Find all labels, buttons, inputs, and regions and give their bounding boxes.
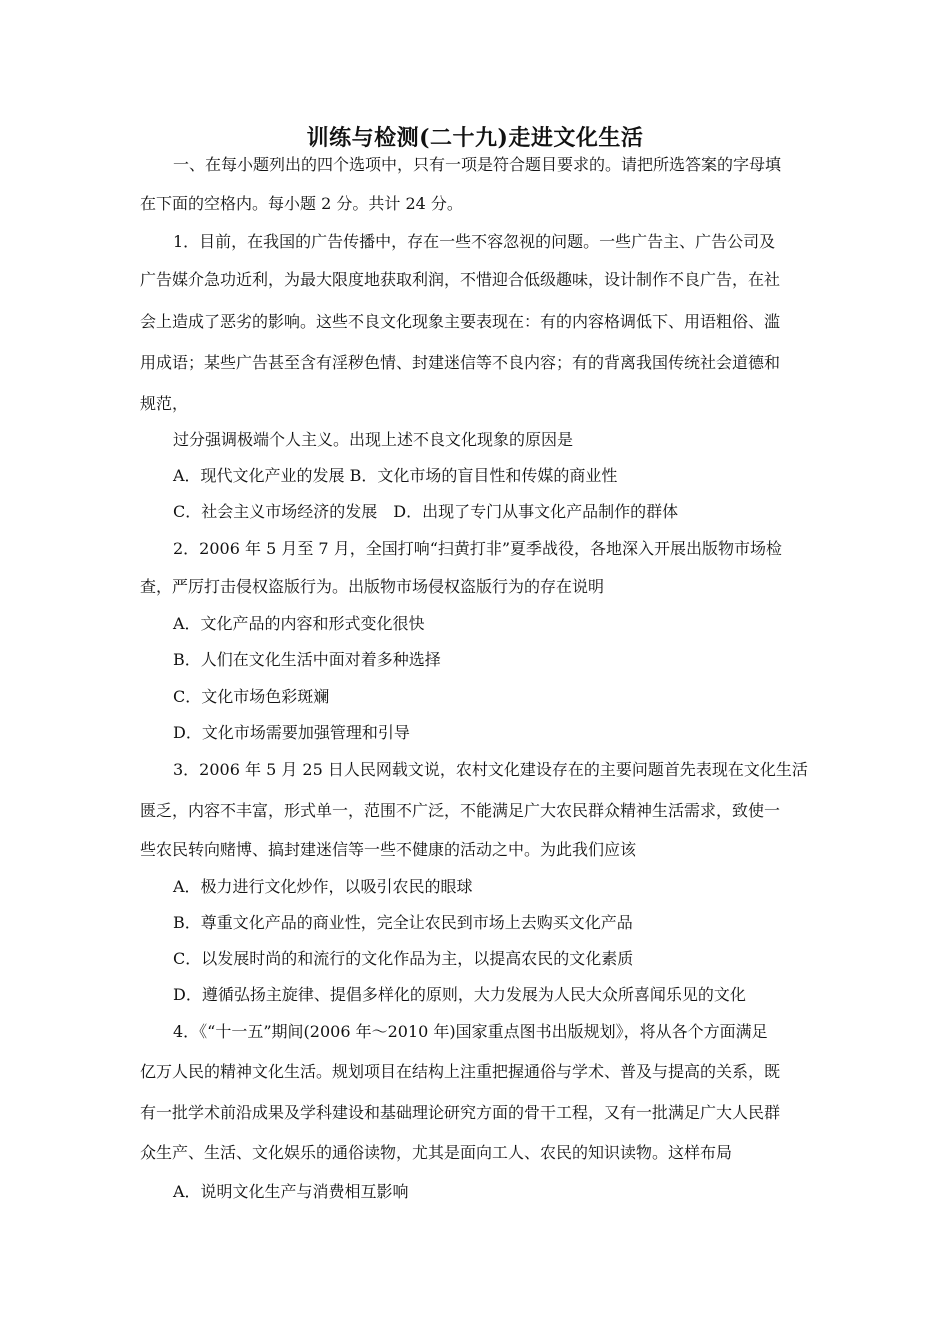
question-3-option: C．以发展时尚的和流行的文化作品为主，以提高农民的文化素质 xyxy=(173,949,634,968)
question-3-option: A．极力进行文化炒作，以吸引农民的眼球 xyxy=(173,877,473,896)
question-2-option: A．文化产品的内容和形式变化很快 xyxy=(173,614,425,633)
question-4-text: 有一批学术前沿成果及学科建设和基础理论研究方面的骨干工程，又有一批满足广大人民群 xyxy=(140,1103,781,1122)
question-4-option: A．说明文化生产与消费相互影响 xyxy=(173,1182,409,1201)
question-1-text: 过分强调极端个人主义。出现上述不良文化现象的原因是 xyxy=(173,430,574,449)
question-3-text: 匮乏，内容不丰富，形式单一，范围不广泛，不能满足广大农民群众精神生活需求，致使一 xyxy=(140,801,781,820)
question-2-text: 查，严厉打击侵权盗版行为。出版物市场侵权盗版行为的存在说明 xyxy=(140,577,605,596)
question-4-text: 众生产、生活、文化娱乐的通俗读物，尤其是面向工人、农民的知识读物。这样布局 xyxy=(140,1143,733,1162)
question-4-text: 4．《“十一五”期间(2006 年～2010 年)国家重点图书出版规划》，将从各个方面满足 xyxy=(173,1022,768,1041)
question-3-option: D．遵循弘扬主旋律、提倡多样化的原则，大力发展为人民大众所喜闻乐见的文化 xyxy=(173,985,746,1004)
question-3-text: 3．2006 年 5 月 25 日人民网载文说，农村文化建设存在的主要问题首先表现在文化生活 xyxy=(173,760,808,779)
question-3-text: 些农民转向赌博、搞封建迷信等一些不健康的活动之中。为此我们应该 xyxy=(140,840,637,859)
question-1-text: 广告媒介急功近利，为最大限度地获取利润，不惜迎合低级趣味，设计制作不良广告，在社 xyxy=(140,270,781,289)
page-title: 训练与检测(二十九)走进文化生活 xyxy=(306,125,644,151)
instruction-line: 一、在每小题列出的四个选项中，只有一项是符合题目要求的。请把所选答案的字母填 xyxy=(173,155,782,174)
question-2-option: C．文化市场色彩斑斓 xyxy=(173,687,330,706)
question-2-option: B．人们在文化生活中面对着多种选择 xyxy=(173,650,441,669)
question-3-option: B．尊重文化产品的商业性，完全让农民到市场上去购买文化产品 xyxy=(173,913,633,932)
question-1-text: 用成语；某些广告甚至含有淫秽色情、封建迷信等不良内容；有的背离我国传统社会道德和 xyxy=(140,353,781,372)
question-1-option: A．现代文化产业的发展 B．文化市场的盲目性和传媒的商业性 xyxy=(173,466,618,485)
question-1-option: C．社会主义市场经济的发展 D．出现了专门从事文化产品制作的群体 xyxy=(173,502,679,521)
question-2-text: 2．2006 年 5 月至 7 月，全国打响“扫黄打非”夏季战役，各地深入开展出版物市场检 xyxy=(173,539,783,558)
question-1-text: 会上造成了恶劣的影响。这些不良文化现象主要表现在：有的内容格调低下、用语粗俗、滥 xyxy=(140,312,781,331)
instruction-line: 在下面的空格内。每小题 2 分。共计 24 分。 xyxy=(140,194,463,213)
question-4-text: 亿万人民的精神文化生活。规划项目在结构上注重把握通俗与学术、普及与提高的关系，既 xyxy=(140,1062,781,1081)
question-1-text: 1．目前，在我国的广告传播中，存在一些不容忽视的问题。一些广告主、广告公司及 xyxy=(173,232,776,251)
question-1-text: 规范， xyxy=(140,394,189,413)
question-2-option: D．文化市场需要加强管理和引导 xyxy=(173,723,410,742)
